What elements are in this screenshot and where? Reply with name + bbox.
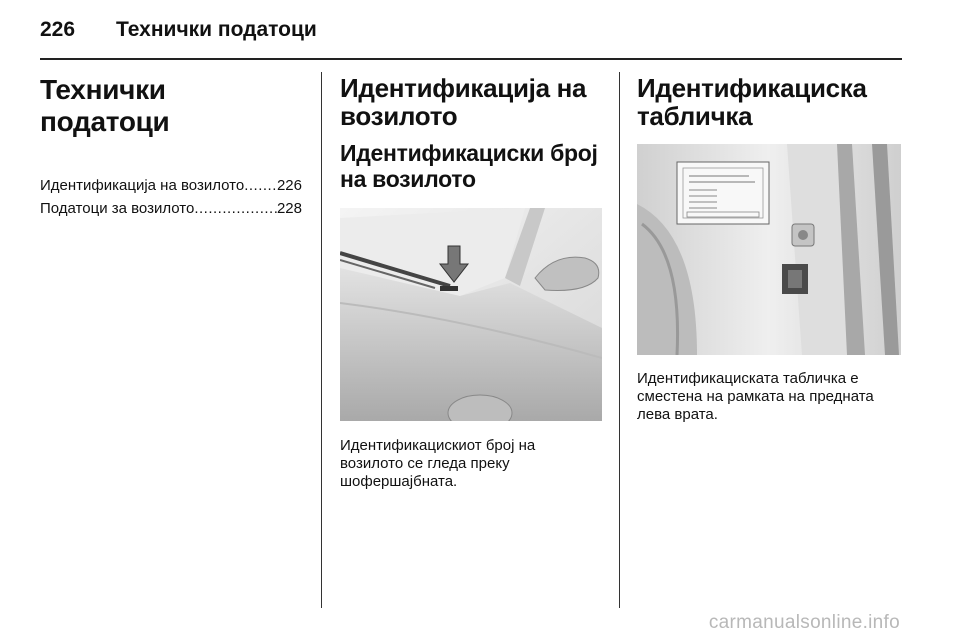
windshield-vin-illustration: [340, 208, 602, 421]
toc-label: Идентификација на возилото: [40, 177, 245, 194]
header-rule: [40, 58, 902, 60]
column-divider-2: [619, 72, 620, 608]
section-subtitle: Идентификациски број на возилото: [340, 140, 598, 192]
plate-caption: Идентификациската табличка е сместена на рамката на предната лева врата.: [637, 370, 874, 423]
toc-page-number: 226: [276, 177, 302, 194]
running-title: Технички податоци: [116, 18, 317, 41]
toc-leader-dots: [194, 197, 277, 220]
toc-label: Податоци за возилото: [40, 200, 195, 217]
toc-leader-dots: [244, 174, 277, 197]
page-number: 226: [40, 18, 76, 41]
column-vehicle-identification: [340, 74, 602, 491]
watermark: carmanualsonline.info: [708, 612, 900, 633]
chapter-title: Технички податоци: [40, 74, 170, 137]
column-divider-1: [321, 72, 322, 608]
vin-caption: Идентификацискиот број на возилото се гледа преку шофершајбната.: [340, 437, 536, 490]
section-title: Идентификациска табличка: [637, 73, 867, 131]
column-toc: [40, 74, 302, 220]
toc-item-vehicle-data[interactable]: [40, 197, 302, 220]
section-title: Идентификација на возилото: [340, 73, 587, 131]
toc-item-vehicle-identification[interactable]: [40, 174, 302, 197]
table-of-contents: [40, 174, 302, 220]
page-header: [40, 14, 902, 54]
toc-page-number: 228: [276, 200, 302, 217]
door-frame-plate-illustration: [637, 144, 901, 355]
column-identification-plate: [637, 74, 901, 424]
